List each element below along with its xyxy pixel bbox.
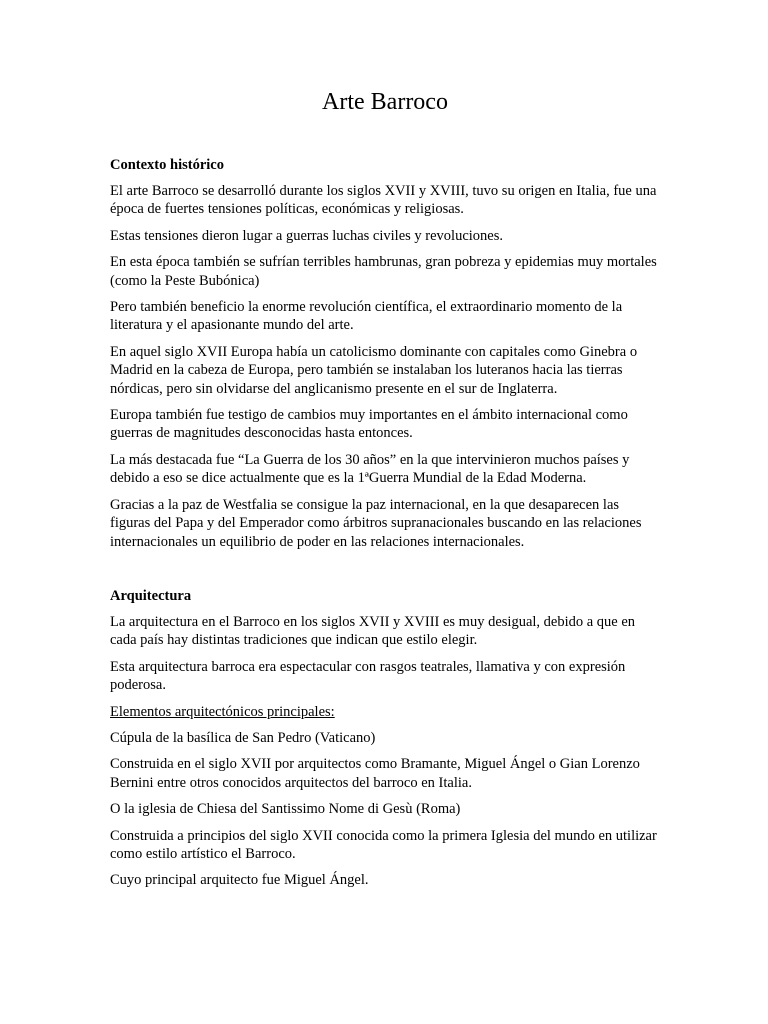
- list-item: Cuyo principal arquitecto fue Miguel Ángel.: [110, 872, 369, 889]
- paragraph: Gracias a la paz de Westfalia se consigue la paz internacional, en la que desaparecen las figuras del Papa y del Emperador como árbitros supranacionales buscando en las relaciones internacionales un equilibrio de poder en las relaciones internacionales.: [110, 496, 642, 550]
- paragraph: En esta época también se sufrían terribles hambrunas, gran pobreza y epidemias muy mortales (como la Peste Bubónica): [110, 254, 657, 289]
- paragraph: La más destacada fue “La Guerra de los 30 años” en la que intervinieron muchos países y debido a eso se dice actualmente que es la 1ªGuerra Mundial de la Edad Moderna.: [110, 451, 630, 487]
- list-item: Construida a principios del siglo XVII conocida como la primera Iglesia del mundo en utilizar como estilo artístico el Barroco.: [110, 827, 657, 862]
- list-item: O la iglesia de Chiesa del Santissimo Nome di Gesù (Roma): [110, 801, 461, 818]
- section-arquitectura: [110, 587, 660, 890]
- section-contexto-historico: [110, 156, 660, 551]
- document-title: Arte Barroco: [322, 89, 448, 115]
- paragraph: En aquel siglo XVII Europa había un catolicismo dominante con capitales como Ginebra o Madrid en la cabeza de Europa, pero también se instalaban los luteranos hacia las tierras nórdicas, pero sin olvidarse del anglicanismo presente en el sur de Inglaterra.: [110, 343, 638, 397]
- subheading: Elementos arquitectónicos principales:: [110, 703, 335, 720]
- section-spacer: [110, 559, 660, 587]
- paragraph: Pero también beneficio la enorme revolución científica, el extraordinario momento de la literatura y el apasionante mundo del arte.: [110, 299, 623, 334]
- list-item: Construida en el siglo XVII por arquitectos como Bramante, Miguel Ángel o Gian Lorenzo Bernini entre otros conocidos arquitectos del barroco en Italia.: [110, 756, 640, 791]
- paragraph: La arquitectura en el Barroco en los siglos XVII y XVIII es muy desigual, debido a que en cada país hay distintas tradiciones que indican que estilo elegir.: [110, 613, 636, 649]
- section-heading: Contexto histórico: [110, 157, 224, 173]
- paragraph: Esta arquitectura barroca era espectacular con rasgos teatrales, llamativa y con expresión poderosa.: [110, 658, 626, 694]
- paragraph: Europa también fue testigo de cambios muy importantes en el ámbito internacional como guerras de magnitudes desconocidas hasta entonces.: [110, 407, 628, 442]
- section-heading: Arquitectura: [110, 587, 192, 604]
- list-item: Cúpula de la basílica de San Pedro (Vaticano): [110, 729, 376, 746]
- paragraph: Estas tensiones dieron lugar a guerras luchas civiles y revoluciones.: [110, 227, 503, 244]
- paragraph: El arte Barroco se desarrolló durante los siglos XVII y XVIII, tuvo su origen en Italia, fue una época de fuertes tensiones políticas, económicas y religiosas.: [110, 183, 657, 218]
- document-page: [110, 84, 660, 898]
